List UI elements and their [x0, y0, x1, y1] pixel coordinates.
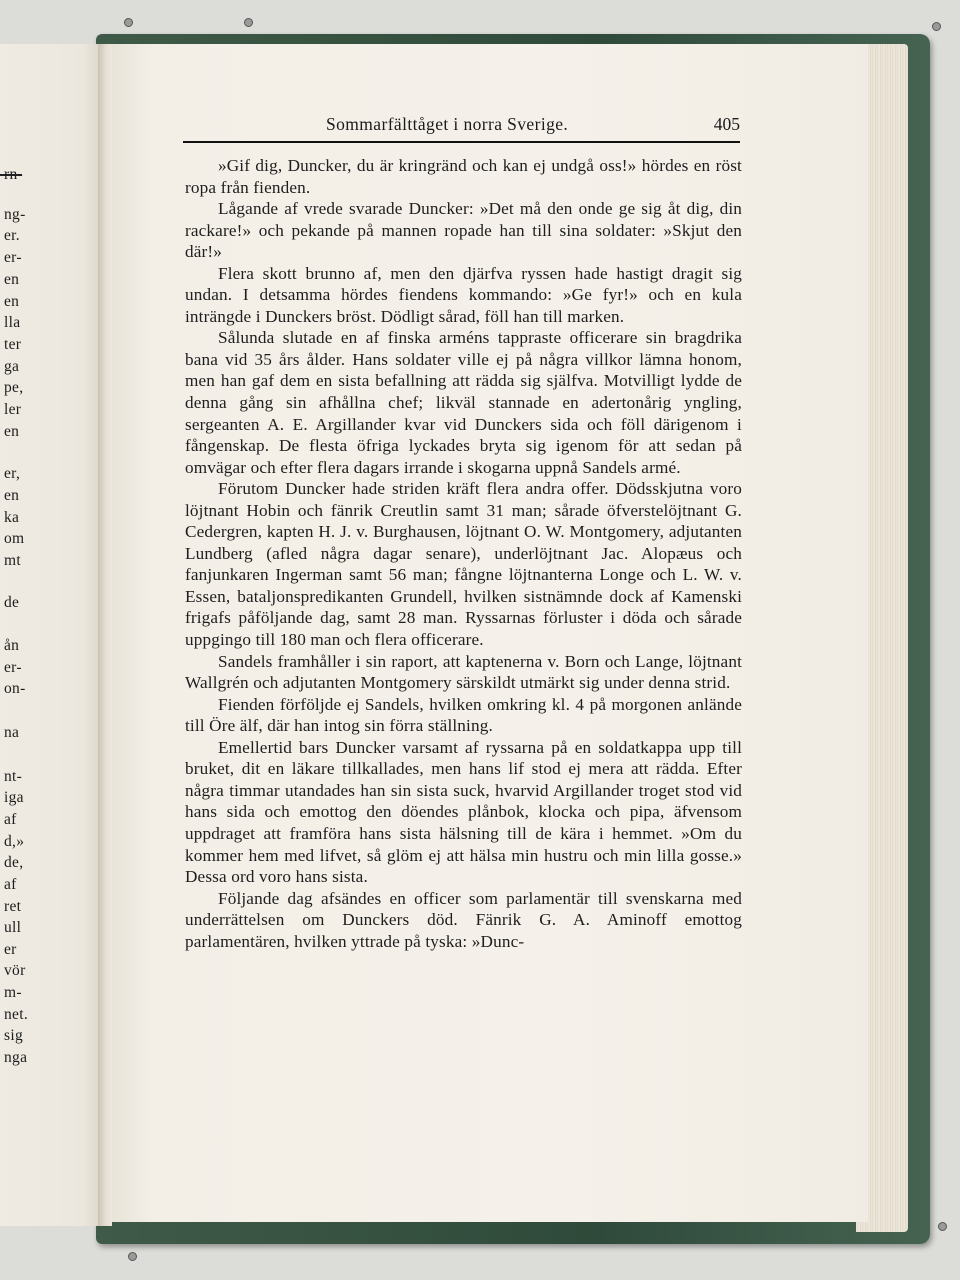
book-gutter	[98, 44, 112, 1226]
paragraph: Emellertid bars Duncker varsamt af ryssarna på en soldatkappa upp till bruket, dit en läkare tillkallades, men hans lif stod ej mera att rädda. Efter några timmar utandades han sin sista suck, hvarvid Argillander troget stod vid hans sida och emottog den döendes plånbok, klocka och pipa, äfvensom uppdraget att framföra hans sista hälsning till de kära i hemmet. »Om du kommer hem med lifvet, så glöm ej att hälsa min hustru och min lilla gosse.» Dessa ord voro hans sista.	[185, 737, 742, 887]
pin-marker	[244, 18, 253, 27]
left-line-fragment: rn-	[4, 166, 23, 183]
left-line-fragment: ån	[4, 637, 20, 654]
pin-marker	[128, 1252, 137, 1261]
left-line-fragment: ull	[4, 919, 22, 936]
left-line-fragment: er,	[4, 465, 21, 482]
left-line-fragment: sig	[4, 1027, 23, 1044]
left-line-fragment: ka	[4, 509, 20, 526]
left-line-fragment: en	[4, 271, 20, 288]
running-title: Sommarfälttåget i norra Sverige.	[326, 114, 569, 134]
pin-marker	[932, 22, 941, 31]
left-line-fragment: de,	[4, 854, 24, 871]
left-line-fragment: en	[4, 423, 20, 440]
page-number: 405	[713, 114, 740, 134]
left-line-fragment: ret	[4, 898, 22, 915]
left-line-fragment: ler	[4, 401, 22, 418]
paragraph: Följande dag afsändes en officer som parlamentär till svenskarna med underrättelsen om Dunckers död. Fänrik G. A. Aminoff emottog parlamentären, hvilken yttrade på tyska: »Dunc-	[185, 888, 742, 951]
paragraph: Förutom Duncker hade striden kräft flera andra offer. Dödsskjutna voro löjtnant Hobin och fänrik Creutlin samt 31 man; sårade öfverstelöjtnant G. Cedergren, kapten H. J. v. Burghausen, löjtnant O. W. Montgomery, adjutanten Lundberg (afled några dagar senare), underlöjtnant Jac. Alopæus och fanjunkaren Ingerman samt 56 man; fångne löjtnanterna Longe och L. W. v. Essen, bataljonspredikanten Grundell, hvilken sistnämnde dock af Kamenski frigafs påföljande dag, samt 28 man. Ryssarnas förluster i döda och sårade uppgingo till 180 man och flera officerare.	[185, 479, 742, 650]
left-line-fragment: en	[4, 293, 20, 310]
left-line-fragment: iga	[4, 789, 24, 806]
left-line-fragment: de	[4, 594, 20, 611]
left-line-fragment: d,»	[4, 833, 25, 850]
left-line-fragment: af	[4, 876, 17, 893]
left-line-fragment: ng-	[4, 206, 26, 223]
left-line-fragment: en	[4, 487, 20, 504]
pin-marker	[124, 18, 133, 27]
left-line-fragment: na	[4, 724, 20, 741]
left-line-fragment: ter	[4, 336, 22, 353]
header-rule	[183, 141, 740, 143]
left-line-fragment: nt-	[4, 768, 23, 785]
paragraph: Sålunda slutade en af finska arméns tappraste officerare sin bragdrika bana vid 35 års ålder. Hans soldater ville ej på några villkor lämna honom, men han gaf dem en sista befallning att rädda sig själfva. Motvilligt lydde de denna gång sin afhållna chef; likväl stannade en adertonårig yngling, sergeanten A. E. Argillander kvar vid Dunckers sida och föll därigenom i fångenskap. De flesta öfriga lyckades bryta sig igenom för att sedan på omvägar och efter flera dagars irrande i skogarna uppnå Sandels armé.	[185, 328, 742, 477]
left-line-fragment: af	[4, 811, 17, 828]
left-line-fragment: er.	[4, 227, 20, 244]
left-line-fragment: ga	[4, 358, 20, 375]
left-line-fragment: on-	[4, 680, 26, 697]
left-line-fragment: vör	[4, 962, 26, 979]
left-page	[0, 44, 104, 1226]
pin-marker	[938, 1222, 947, 1231]
body-text	[185, 155, 742, 952]
left-line-fragment: mt	[4, 552, 21, 569]
page-header	[183, 114, 740, 144]
paragraph: Fienden förföljde ej Sandels, hvilken omkring kl. 4 på morgonen anlände till Öre älf, där han intog sin förra ställning.	[185, 694, 742, 736]
left-line-fragment: er-	[4, 249, 22, 266]
left-line-fragment: er-	[4, 659, 22, 676]
paragraph: Flera skott brunno af, men den djärfva ryssen hade hastigt dragit sig undan. I detsamma hördes fiendens kommando: »Ge fyr!» och en kula inträngde i Dunckers bröst. Dödligt sårad, föll han till marken.	[185, 263, 742, 326]
left-line-fragment: nga	[4, 1049, 28, 1066]
left-line-fragment: om	[4, 530, 25, 547]
paragraph: »Gif dig, Duncker, du är kringränd och kan ej undgå oss!» hördes en röst ropa från fienden.	[185, 156, 742, 197]
left-line-fragment: pe,	[4, 379, 24, 396]
left-line-fragment: net.	[4, 1006, 29, 1023]
paragraph: Sandels framhåller i sin raport, att kaptenerna v. Born och Lange, löjtnant Wallgrén och adjutanten Montgomery särskildt utmärkt sig under denna strid.	[185, 651, 742, 693]
left-line-fragment: er	[4, 941, 17, 958]
left-line-fragment: lla	[4, 314, 21, 331]
left-line-fragment: m-	[4, 984, 22, 1001]
paragraph: Lågande af vrede svarade Duncker: »Det må den onde ge sig åt dig, din rackare!» och pekande på mannen ropade han till sina soldater: »Skjut den där!»	[185, 199, 742, 262]
